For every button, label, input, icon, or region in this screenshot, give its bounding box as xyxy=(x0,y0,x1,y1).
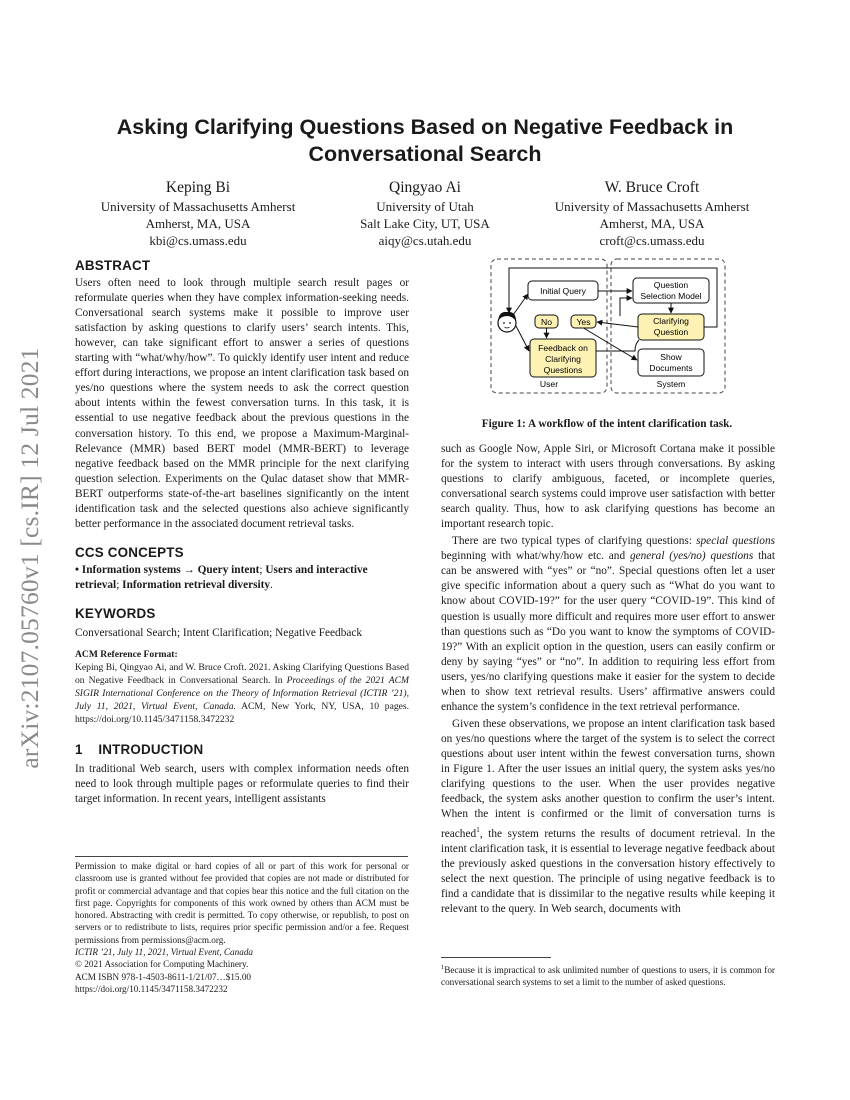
copyright-line: © 2021 Association for Computing Machinery. xyxy=(75,959,249,970)
intro-heading: 1 INTRODUCTION xyxy=(75,742,204,758)
ccs-heading: CCS CONCEPTS xyxy=(75,544,184,560)
intro-paragraph: In traditional Web search, users with complex information needs often need to look through multiple pages or reformulate queries to find their target information. In recent years, intelligent assistants xyxy=(75,763,409,806)
cq-label-2: Question xyxy=(653,327,689,337)
paper-title: Asking Clarifying Questions Based on Negative Feedback in Conversational Search xyxy=(116,115,734,166)
author-block-1 xyxy=(73,178,323,249)
right-column xyxy=(441,442,775,917)
figure-caption: Figure 1: A workflow of the intent clarification task. xyxy=(481,418,733,430)
left-column xyxy=(75,258,409,807)
reference-heading: ACM Reference Format: xyxy=(75,649,178,661)
permission-block xyxy=(75,860,409,995)
footnote-1: $^1$Because it is impractical to ask unlimited number of questions to users, it is common for conversational search systems to set a limit to the number of asked questions. xyxy=(441,964,775,988)
author-location: Amherst, MA, USA xyxy=(145,216,251,231)
abstract-text: Users often need to look through multiple search result pages or reformulate queries when they have complex information-seeking needs. Conversational search systems make it possible to improve user satisfaction by asking questions to clarify users’ search intents. This, however, can take significant effort to answer a series of questions starting with “what/why/how”. To quickly identify user intent and reduce effort during interactions, we propose an intent clarification task based on yes/no questions where the system needs to ask the correct question about intents within the fewest conversation turns. In this task, it is essential to use negative feedback about the previous questions in the conversation history. To this end, we propose a Maximum-Marginal-Relevance (MMR) based BERT model (MMR-BERT) to leverage negative feedback based on the MMR principle for the next clarifying question selection. Experiments on the Qulac dataset show that MMR-BERT outperforms state-of-the-art baselines significantly on the intent identification task and the selected questions also achieve significantly better performance in the associated document retrieval tasks. xyxy=(75,277,409,530)
ccs-concepts: • Information systems → Query intent; Users and interactive retrieval; Information retrieval diversity. xyxy=(75,563,368,591)
right-footnote-rule xyxy=(441,957,551,958)
keywords-heading: KEYWORDS xyxy=(75,605,156,621)
arxiv-stamp: arXiv:2107.05760v1 [cs.IR] 12 Jul 2021 xyxy=(15,347,44,769)
initial-query-label: Initial Query xyxy=(540,286,586,296)
cq-label-1: Clarifying xyxy=(653,316,689,326)
author-affiliation: University of Utah xyxy=(376,199,474,214)
no-label: No xyxy=(541,317,552,327)
author-affiliation: University of Massachusetts Amherst xyxy=(554,199,750,214)
author-location: Amherst, MA, USA xyxy=(599,216,705,231)
author-name: Qingyao Ai xyxy=(389,179,461,196)
author-email[interactable]: aiqy@cs.utah.edu xyxy=(378,233,472,248)
permission-text: Permission to make digital or hard copies of all or part of this work for personal or classroom use is granted without fee provided that copies are not made or distributed for profit or commercial advantage and that copies bear this notice and the full citation on the first page. Copyrights for components of this work owned by others than ACM must be honored. Abstracting with credit is permitted. To copy otherwise, or republish, to post on servers or to redistribute to lists, requires prior specific permission and/or a fee. Request permissions from permissions@acm.org. xyxy=(75,861,409,945)
author-email[interactable]: croft@cs.umass.edu xyxy=(599,233,705,248)
keywords-text: Conversational Search; Intent Clarification; Negative Feedback xyxy=(75,627,363,640)
fb-label-3: Questions xyxy=(543,365,583,375)
yes-label: Yes xyxy=(576,317,591,327)
system-label: System xyxy=(656,379,686,389)
fb-label-2: Clarifying xyxy=(545,354,581,364)
sd-label-1: Show xyxy=(660,352,682,362)
author-location: Salt Lake City, UT, USA xyxy=(360,216,490,231)
user-label: User xyxy=(539,379,559,389)
isbn-line: ACM ISBN 978-1-4503-8611-1/21/07…$15.00 xyxy=(75,971,252,982)
right-paragraph-3: Given these observations, we propose an intent clarification task based on yes/no questions where the target of the system is to select the correct questions about user intent within the fewest conversation turns, shown in Figure 1. After the user issues an initial query, the system asks yes/no clarifying questions to the user. When the user provides negative feedback, the system asks another question to confirm the user’s intent. When the intent is confirmed or the limit of conversation turns is reached$^1$, the system returns the results of document retrieval. In the intent clarification task, it is essential to leverage negative feedback about the previously asked questions in the conversation history effectively to select the next question. The principle of using negative feedback is to find a candidate that is dissimilar to the negative results while keeping it relevant to the query. In Web search, documents with xyxy=(441,717,775,916)
author-block-3 xyxy=(527,178,777,249)
footnote-rule xyxy=(75,856,408,857)
workflow-figure xyxy=(485,256,730,396)
qsm-label-2: Selection Model xyxy=(640,291,702,301)
sd-label-2: Documents xyxy=(649,363,693,373)
author-name: Keping Bi xyxy=(165,179,231,196)
right-paragraph-1: such as Google Now, Apple Siri, or Microsoft Cortana make it possible for the system to interact with users through conversations. By asking questions to clarify ambiguous, faceted, or incomplete queries, conversational search systems could improve user satisfaction with better search quality. Thus, how to ask clarifying questions has become an important research topic. xyxy=(441,443,775,531)
author-affiliation: University of Massachusetts Amherst xyxy=(100,199,296,214)
abstract-heading: ABSTRACT xyxy=(75,258,151,273)
reference-text: Keping Bi, Qingyao Ai, and W. Bruce Croft. 2021. Asking Clarifying Questions Based on Negative Feedback in Conversational Search. In Proceedings of the 2021 ACM SIGIR International Conference on the Theory of Information Retrieval (ICTIR ’21), July 11, 2021, Virtual Event, Canada. ACM, New York, NY, USA, 10 pages. https://doi.org/10.1145/3471158.3472232 xyxy=(75,662,410,726)
author-name: W. Bruce Croft xyxy=(604,179,700,196)
doi-line[interactable]: https://doi.org/10.1145/3471158.3472232 xyxy=(75,983,228,994)
author-block-2 xyxy=(300,178,550,249)
fb-label-1: Feedback on xyxy=(538,343,588,353)
conference-line: ICTIR ’21, July 11, 2021, Virtual Event, Canada xyxy=(75,947,254,958)
right-paragraph-2: There are two typical types of clarifying questions: special questions beginning with what/why/how etc. and general (yes/no) questions that can be answered with “yes” or “no”. Special questions often let a user give specific information about a query such as “What do you want to know about COVID-19?” for the user query “COVID-19”. This kind of question is usually more difficult and requires more user effort to answer than questions such as “Do you want to know the symptoms of COVID-19?” With an explicit option in the question, users can easily confirm or deny by saying “yes” or “no”. In addition to requiring less effort from users, yes/no clarifying questions make it easier for the system to decide when to show text retrieval results. Users’ affirmative answers could enhance the system’s confidence in the text retrieval performance. xyxy=(441,535,776,713)
qsm-label-1: Question xyxy=(653,280,689,290)
author-email[interactable]: kbi@cs.umass.edu xyxy=(149,233,247,248)
